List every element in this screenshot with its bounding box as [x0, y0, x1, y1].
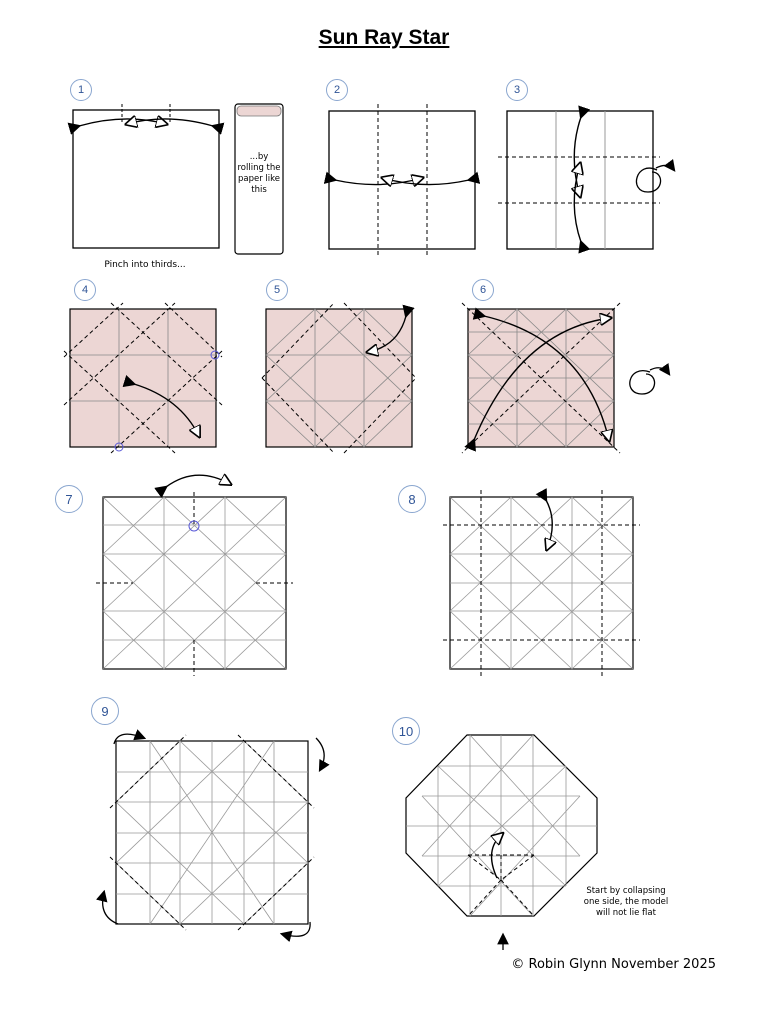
step-2-diagram [329, 104, 475, 257]
step-4-diagram [64, 303, 222, 453]
step-9-diagram [103, 734, 325, 936]
step-3-diagram [498, 111, 674, 249]
step-badge-9: 9 [91, 697, 119, 725]
step-10-diagram [406, 735, 597, 950]
step-badge-5: 5 [266, 279, 288, 301]
step-badge-4: 4 [74, 279, 96, 301]
step-badge-1: 1 [70, 79, 92, 101]
step-8-diagram [443, 490, 640, 676]
pinch-note: Pinch into thirds... [104, 260, 186, 270]
rolling-note: ...by rolling the paper like this [237, 152, 281, 195]
step-badge-8: 8 [398, 485, 426, 513]
step-badge-2: 2 [326, 79, 348, 101]
collapse-note: Start by collapsing one side, the model will not lie flat [583, 886, 669, 918]
step-7-diagram [96, 475, 293, 676]
step-badge-3: 3 [506, 79, 528, 101]
page-title: Sun Ray Star [318, 26, 450, 49]
copyright: © Robin Glynn November 2025 [511, 957, 716, 972]
step-badge-7: 7 [55, 485, 83, 513]
step-badge-6: 6 [472, 279, 494, 301]
step-badge-10: 10 [392, 717, 420, 745]
step-5-diagram [262, 303, 416, 453]
step-6-diagram [462, 303, 669, 453]
